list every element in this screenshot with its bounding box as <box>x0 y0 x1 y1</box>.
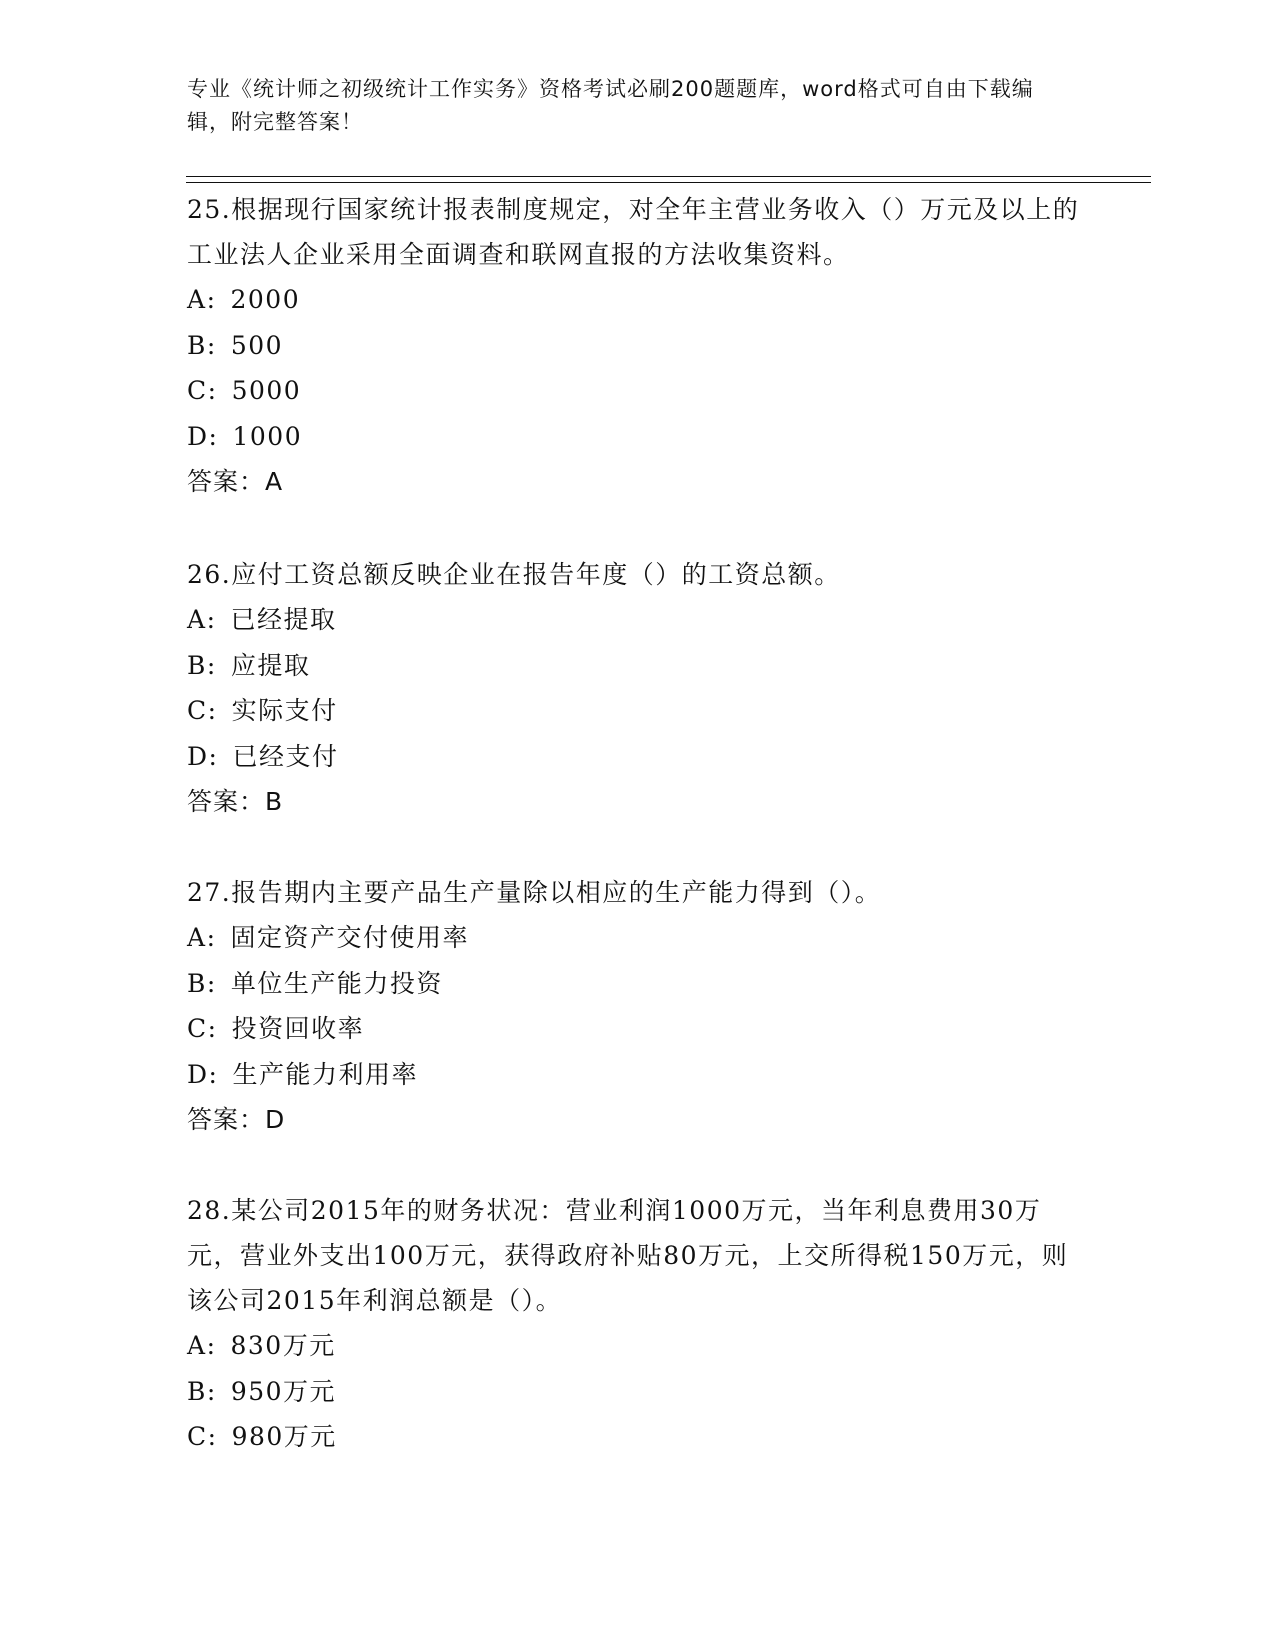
option-d <box>187 734 1087 780</box>
option-c <box>187 1414 1087 1460</box>
option-letter: A <box>187 605 207 634</box>
option-letter: B <box>187 968 207 998</box>
option-text: 实际支付 <box>231 696 338 725</box>
option-separator: : <box>206 330 217 360</box>
option-separator: : <box>206 1376 217 1406</box>
option-separator: : <box>207 1422 218 1451</box>
option-letter: C <box>187 1014 208 1043</box>
option-text: 2000 <box>230 285 301 314</box>
option-b <box>187 323 1087 369</box>
question-stem: 27.报告期内主要产品生产量除以相应的生产能力得到（）。 <box>187 878 882 907</box>
option-separator: : <box>206 1331 217 1360</box>
option-letter: B <box>187 1376 207 1406</box>
question-26 <box>187 552 1087 825</box>
option-separator: : <box>206 650 217 680</box>
option-c <box>187 1006 1087 1052</box>
header-divider-bottom <box>186 182 1151 183</box>
option-text: 生产能力利用率 <box>232 1059 418 1089</box>
option-text: 单位生产能力投资 <box>230 968 443 998</box>
question-stem: 25.根据现行国家统计报表制度规定，对全年主营业务收入（）万元及以上的工业法人企业采用全面调查和联网直报的方法收集资料。 <box>187 195 1080 269</box>
option-text: 应提取 <box>230 650 311 680</box>
option-a <box>187 277 1087 323</box>
option-a <box>187 597 1087 643</box>
option-letter: D <box>187 1059 209 1089</box>
question-stem: 28.某公司2015年的财务状况：营业利润1000万元，当年利息费用30万元，营业外支出100万元，获得政府补贴80万元，上交所得税150万元，则该公司2015年利润总额是（）。 <box>187 1196 1069 1315</box>
option-text: 已经提取 <box>230 605 337 634</box>
answer-line: 答案：A <box>187 467 284 496</box>
option-letter: A <box>187 285 207 314</box>
option-separator: : <box>206 285 217 314</box>
option-letter: D <box>187 421 209 451</box>
question-stem: 26.应付工资总额反映企业在报告年度（）的工资总额。 <box>187 560 841 589</box>
option-separator: : <box>206 968 217 998</box>
option-text: 830万元 <box>230 1331 336 1360</box>
option-text: 500 <box>230 330 284 360</box>
document-header: 专业《统计师之初级统计工作实务》资格考试必刷200题题库，word格式可自由下载编辑，附完整答案！ <box>187 77 1034 134</box>
option-letter: C <box>187 696 208 725</box>
option-separator: : <box>208 741 219 771</box>
option-text: 980万元 <box>231 1422 337 1451</box>
question-25 <box>187 187 1087 505</box>
header-divider-top <box>186 176 1151 177</box>
option-letter: D <box>187 741 209 771</box>
option-c <box>187 688 1087 734</box>
option-letter: C <box>187 1422 208 1451</box>
question-28 <box>187 1188 1087 1460</box>
option-letter: A <box>187 1331 207 1360</box>
option-b <box>187 1369 1087 1415</box>
option-text: 固定资产交付使用率 <box>230 923 470 952</box>
option-letter: B <box>187 330 207 360</box>
option-d <box>187 1052 1087 1098</box>
option-a <box>187 915 1087 961</box>
option-b <box>187 643 1087 689</box>
option-text: 5000 <box>231 376 302 405</box>
option-separator: : <box>207 696 218 725</box>
option-letter: C <box>187 376 208 405</box>
option-b <box>187 961 1087 1007</box>
option-d <box>187 414 1087 460</box>
option-separator: : <box>206 923 217 952</box>
option-text: 已经支付 <box>232 741 339 771</box>
option-c <box>187 368 1087 414</box>
question-27 <box>187 870 1087 1143</box>
option-text: 950万元 <box>230 1376 337 1406</box>
option-letter: A <box>187 923 207 952</box>
option-letter: B <box>187 650 207 680</box>
answer-line: 答案：B <box>187 787 284 816</box>
option-separator: : <box>207 376 218 405</box>
option-text: 投资回收率 <box>231 1014 365 1043</box>
option-separator: : <box>206 605 217 634</box>
option-a <box>187 1323 1087 1369</box>
answer-line: 答案：D <box>187 1105 286 1134</box>
option-separator: : <box>208 421 219 451</box>
option-separator: : <box>208 1059 219 1089</box>
option-text: 1000 <box>232 421 303 451</box>
option-separator: : <box>207 1014 218 1043</box>
